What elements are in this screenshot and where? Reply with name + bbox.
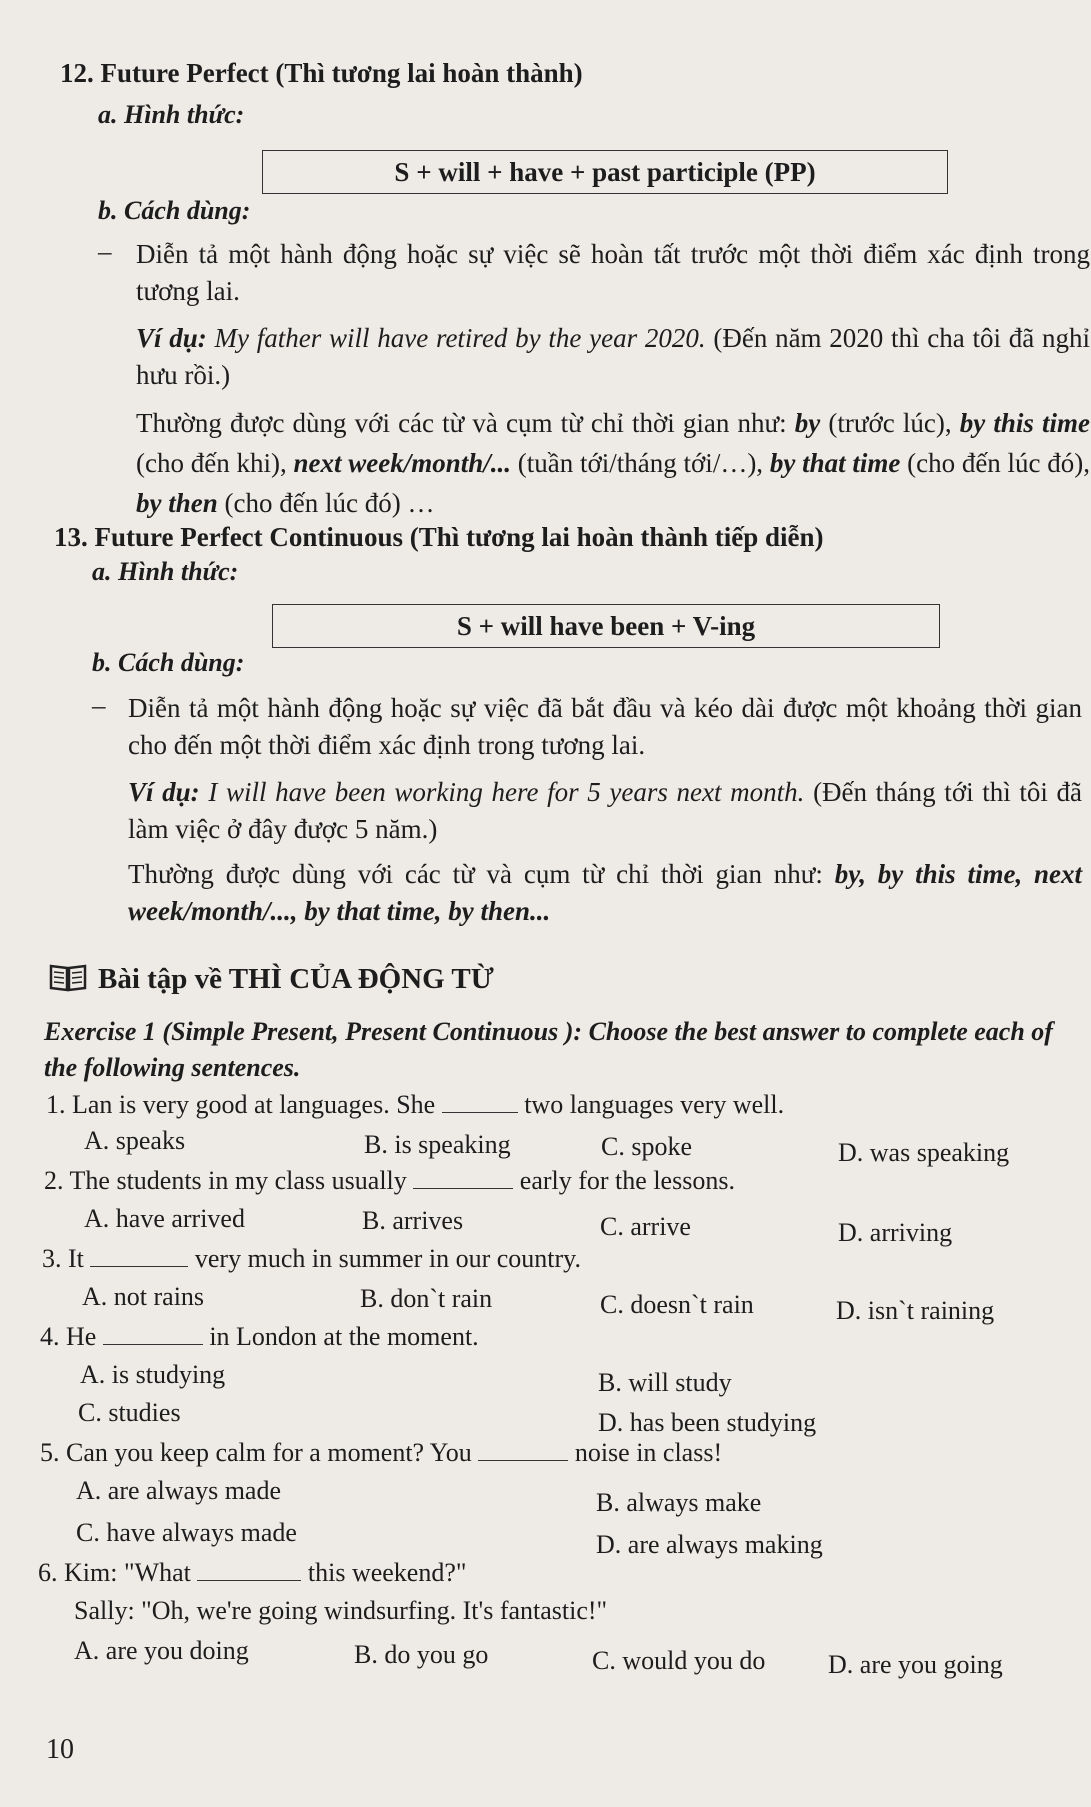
signal-word: by, by this time, next week/month/..., by that time, by then... — [128, 859, 1083, 926]
option-a[interactable]: A. have arrived — [84, 1204, 245, 1233]
section-12-formula-box: S + will + have + past participle (PP) — [262, 150, 948, 194]
section-13-formula-box: S + will have been + V-ing — [272, 604, 940, 648]
section-13-signal-words — [128, 856, 1082, 930]
signal-meaning: (tuần tới/tháng tới/…), — [517, 448, 764, 478]
question-text: this weekend?" — [307, 1558, 467, 1587]
section-12-signal-words — [136, 403, 1090, 523]
example-label: Ví dụ: — [136, 323, 207, 353]
option-a[interactable]: A. are you doing — [74, 1636, 249, 1665]
section-12-usage-text: Diễn tả một hành động hoặc sự việc sẽ hoàn tất trước một thời điểm xác định trong tương lai. — [136, 239, 1090, 306]
option-a[interactable]: A. speaks — [84, 1126, 186, 1155]
section-12-example — [136, 320, 1090, 394]
option-b[interactable]: B. always make — [596, 1488, 762, 1517]
example-vietnamese: (Đến tháng tới thì tôi đã làm việc ở đây được 5 năm.) — [128, 777, 1083, 844]
option-b[interactable]: B. do you go — [354, 1640, 489, 1669]
question-text: 3. It — [42, 1244, 84, 1273]
signal-meaning: (cho đến lúc đó) … — [224, 488, 435, 518]
option-d[interactable]: D. was speaking — [838, 1138, 1010, 1167]
answer-blank[interactable] — [413, 1166, 513, 1189]
question-2 — [44, 1166, 735, 1196]
exercise-1-heading: Exercise 1 (Simple Present, Present Continuous ): Choose the best answer to complete each of the following sentences. — [44, 1017, 1053, 1082]
question-text: in London at the moment. — [209, 1322, 479, 1351]
signal-meaning: (cho đến lúc đó), — [907, 448, 1091, 478]
option-b[interactable]: B. is speaking — [364, 1130, 511, 1159]
option-c[interactable]: C. doesn`t rain — [600, 1290, 754, 1319]
signal-word: by this time — [959, 408, 1090, 438]
question-text: very much in summer in our country. — [194, 1244, 581, 1273]
section-13-usage-text: Diễn tả một hành động hoặc sự việc đã bắt đầu và kéo dài được một khoảng thời gian cho đến một thời điểm xác định trong tương lai. — [128, 693, 1082, 760]
page-number: 10 — [46, 1734, 74, 1765]
option-a[interactable]: A. are always made — [76, 1476, 282, 1505]
option-b[interactable]: B. don`t rain — [360, 1284, 493, 1313]
exercise-title-text: Bài tập về THÌ CỦA ĐỘNG TỪ — [98, 963, 494, 995]
option-d[interactable]: D. are you going — [828, 1650, 1003, 1679]
section-13-usage-label: b. Cách dùng: — [92, 648, 245, 677]
question-text: 6. Kim: "What — [38, 1558, 191, 1587]
question-text: 4. He — [40, 1322, 97, 1351]
option-c[interactable]: C. studies — [78, 1398, 181, 1427]
option-c[interactable]: C. spoke — [601, 1132, 692, 1161]
question-1 — [46, 1090, 784, 1120]
question-6 — [38, 1558, 467, 1588]
question-text: 2. The students in my class usually — [44, 1166, 407, 1195]
option-d[interactable]: D. has been studying — [598, 1408, 817, 1437]
question-text: 1. Lan is very good at languages. She — [46, 1090, 436, 1119]
answer-blank[interactable] — [442, 1090, 518, 1113]
book-icon — [48, 962, 88, 992]
answer-blank[interactable] — [90, 1244, 188, 1267]
question-text: early for the lessons. — [519, 1166, 735, 1195]
signal-word: by — [794, 408, 821, 438]
section-12-usage-label: b. Cách dùng: — [98, 196, 251, 225]
signal-word: by then — [136, 488, 218, 518]
question-5 — [40, 1438, 722, 1468]
option-c[interactable]: C. arrive — [600, 1212, 691, 1241]
option-a[interactable]: A. not rains — [82, 1282, 205, 1311]
question-3 — [42, 1244, 581, 1274]
section-13-heading: 13. Future Perfect Continuous (Thì tương lai hoàn thành tiếp diễn) — [54, 522, 824, 552]
bullet-dash: – — [92, 690, 106, 720]
example-label: Ví dụ: — [128, 777, 200, 807]
question-text: 5. Can you keep calm for a moment? You — [40, 1438, 472, 1467]
signal-word: next week/month/... — [293, 448, 512, 478]
bullet-dash: – — [98, 236, 112, 266]
question-text: noise in class! — [574, 1438, 723, 1467]
option-d[interactable]: D. arriving — [838, 1218, 953, 1247]
example-vietnamese: (Đến năm 2020 thì cha tôi đã nghỉ hưu rồi.) — [136, 323, 1090, 390]
option-a[interactable]: A. is studying — [80, 1360, 226, 1389]
option-d[interactable]: D. isn`t raining — [836, 1296, 995, 1325]
option-c[interactable]: C. would you do — [592, 1646, 766, 1675]
option-c[interactable]: C. have always made — [76, 1518, 297, 1547]
question-4 — [40, 1322, 479, 1352]
answer-blank[interactable] — [478, 1438, 568, 1461]
option-d[interactable]: D. are always making — [596, 1530, 823, 1559]
answer-blank[interactable] — [103, 1322, 203, 1345]
section-13-example — [128, 774, 1082, 848]
option-b[interactable]: B. arrives — [362, 1206, 464, 1235]
section-12-form-label: a. Hình thức: — [98, 100, 245, 129]
example-english: My father will have retired by the year 2020. — [214, 323, 706, 353]
signal-word: by that time — [769, 448, 901, 478]
question-text: two languages very well. — [524, 1090, 785, 1119]
signal-meaning: (trước lúc), — [828, 408, 952, 438]
exercise-section-title — [48, 962, 494, 996]
signal-intro: Thường được dùng với các từ và cụm từ chỉ thời gian như: — [136, 408, 787, 438]
signal-meaning: (cho đến khi), — [136, 448, 287, 478]
example-english: I will have been working here for 5 years next month. — [208, 777, 805, 807]
question-6-dialogue: Sally: "Oh, we're going windsurfing. It's fantastic!" — [74, 1596, 608, 1625]
section-13-form-label: a. Hình thức: — [92, 557, 239, 586]
section-12-heading: 12. Future Perfect (Thì tương lai hoàn thành) — [60, 58, 583, 88]
signal-intro: Thường được dùng với các từ và cụm từ chỉ thời gian như: — [128, 859, 823, 889]
answer-blank[interactable] — [197, 1558, 301, 1581]
option-b[interactable]: B. will study — [598, 1368, 732, 1397]
